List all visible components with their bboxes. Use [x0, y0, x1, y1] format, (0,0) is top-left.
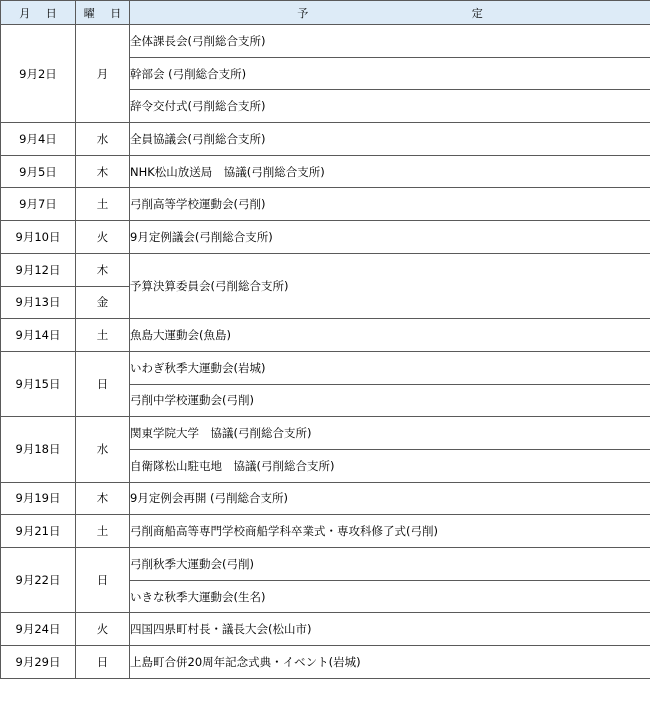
weekday-cell: 金: [76, 286, 130, 319]
table-row: [1, 155, 650, 188]
table-row: [1, 253, 650, 286]
event-cell: いきな秋季大運動会(生名): [130, 580, 650, 613]
date-cell: 9月18日: [1, 417, 76, 482]
weekday-cell: 土: [76, 188, 130, 221]
table-row: [1, 25, 650, 58]
event-cell: 上島町合併20周年記念式典・イベント(岩城): [130, 646, 650, 679]
event-cell: 関東学院大学 協議(弓削総合支所): [130, 417, 650, 450]
weekday-cell: 木: [76, 155, 130, 188]
weekday-cell: 日: [76, 351, 130, 416]
event-cell: 辞令交付式(弓削総合支所): [130, 90, 650, 123]
weekday-cell: 水: [76, 123, 130, 156]
date-cell: 9月7日: [1, 188, 76, 221]
event-cell: 弓削高等学校運動会(弓削): [130, 188, 650, 221]
event-cell: いわぎ秋季大運動会(岩城): [130, 351, 650, 384]
table-row: [1, 221, 650, 254]
event-cell: NHK松山放送局 協議(弓削総合支所): [130, 155, 650, 188]
table-row: [1, 482, 650, 515]
date-cell: 9月24日: [1, 613, 76, 646]
weekday-cell: 水: [76, 417, 130, 482]
date-cell: 9月12日: [1, 253, 76, 286]
table-row: [1, 188, 650, 221]
table-row: [1, 515, 650, 548]
date-cell: 9月19日: [1, 482, 76, 515]
table-row: [1, 351, 650, 384]
header-row: [1, 1, 650, 25]
weekday-cell: 日: [76, 646, 130, 679]
event-cell: 幹部会 (弓削総合支所): [130, 57, 650, 90]
weekday-cell: 木: [76, 482, 130, 515]
event-cell: 四国四県町村長・議長大会(松山市): [130, 613, 650, 646]
event-cell: 弓削秋季大運動会(弓削): [130, 548, 650, 581]
event-cell: 全員協議会(弓削総合支所): [130, 123, 650, 156]
weekday-cell: 月: [76, 25, 130, 123]
date-cell: 9月29日: [1, 646, 76, 679]
weekday-cell: 火: [76, 613, 130, 646]
date-cell: 9月15日: [1, 351, 76, 416]
date-cell: 9月5日: [1, 155, 76, 188]
date-cell: 9月21日: [1, 515, 76, 548]
event-cell: 9月定例会再開 (弓削総合支所): [130, 482, 650, 515]
date-cell: 9月10日: [1, 221, 76, 254]
event-cell: 自衛隊松山駐屯地 協議(弓削総合支所): [130, 449, 650, 482]
weekday-cell: 火: [76, 221, 130, 254]
weekday-cell: 土: [76, 515, 130, 548]
weekday-cell: 木: [76, 253, 130, 286]
event-cell: 弓削中学校運動会(弓削): [130, 384, 650, 417]
table-row: [1, 613, 650, 646]
event-cell: 魚島大運動会(魚島): [130, 319, 650, 352]
table-row: [1, 646, 650, 679]
header-date: 月 日: [1, 1, 76, 25]
date-cell: 9月2日: [1, 25, 76, 123]
date-cell: 9月13日: [1, 286, 76, 319]
event-cell: 弓削商船高等専門学校商船学科卒業式・専攻科修了式(弓削): [130, 515, 650, 548]
weekday-cell: 土: [76, 319, 130, 352]
header-plan: 予 定: [130, 1, 650, 25]
date-cell: 9月4日: [1, 123, 76, 156]
table-row: [1, 123, 650, 156]
event-cell: 予算決算委員会(弓削総合支所): [130, 253, 650, 318]
date-cell: 9月22日: [1, 548, 76, 613]
date-cell: 9月14日: [1, 319, 76, 352]
table-row: [1, 319, 650, 352]
event-cell: 全体課長会(弓削総合支所): [130, 25, 650, 58]
table-row: [1, 548, 650, 581]
header-day: 曜 日: [76, 1, 130, 25]
table-row: [1, 417, 650, 450]
event-cell: 9月定例議会(弓削総合支所): [130, 221, 650, 254]
weekday-cell: 日: [76, 548, 130, 613]
